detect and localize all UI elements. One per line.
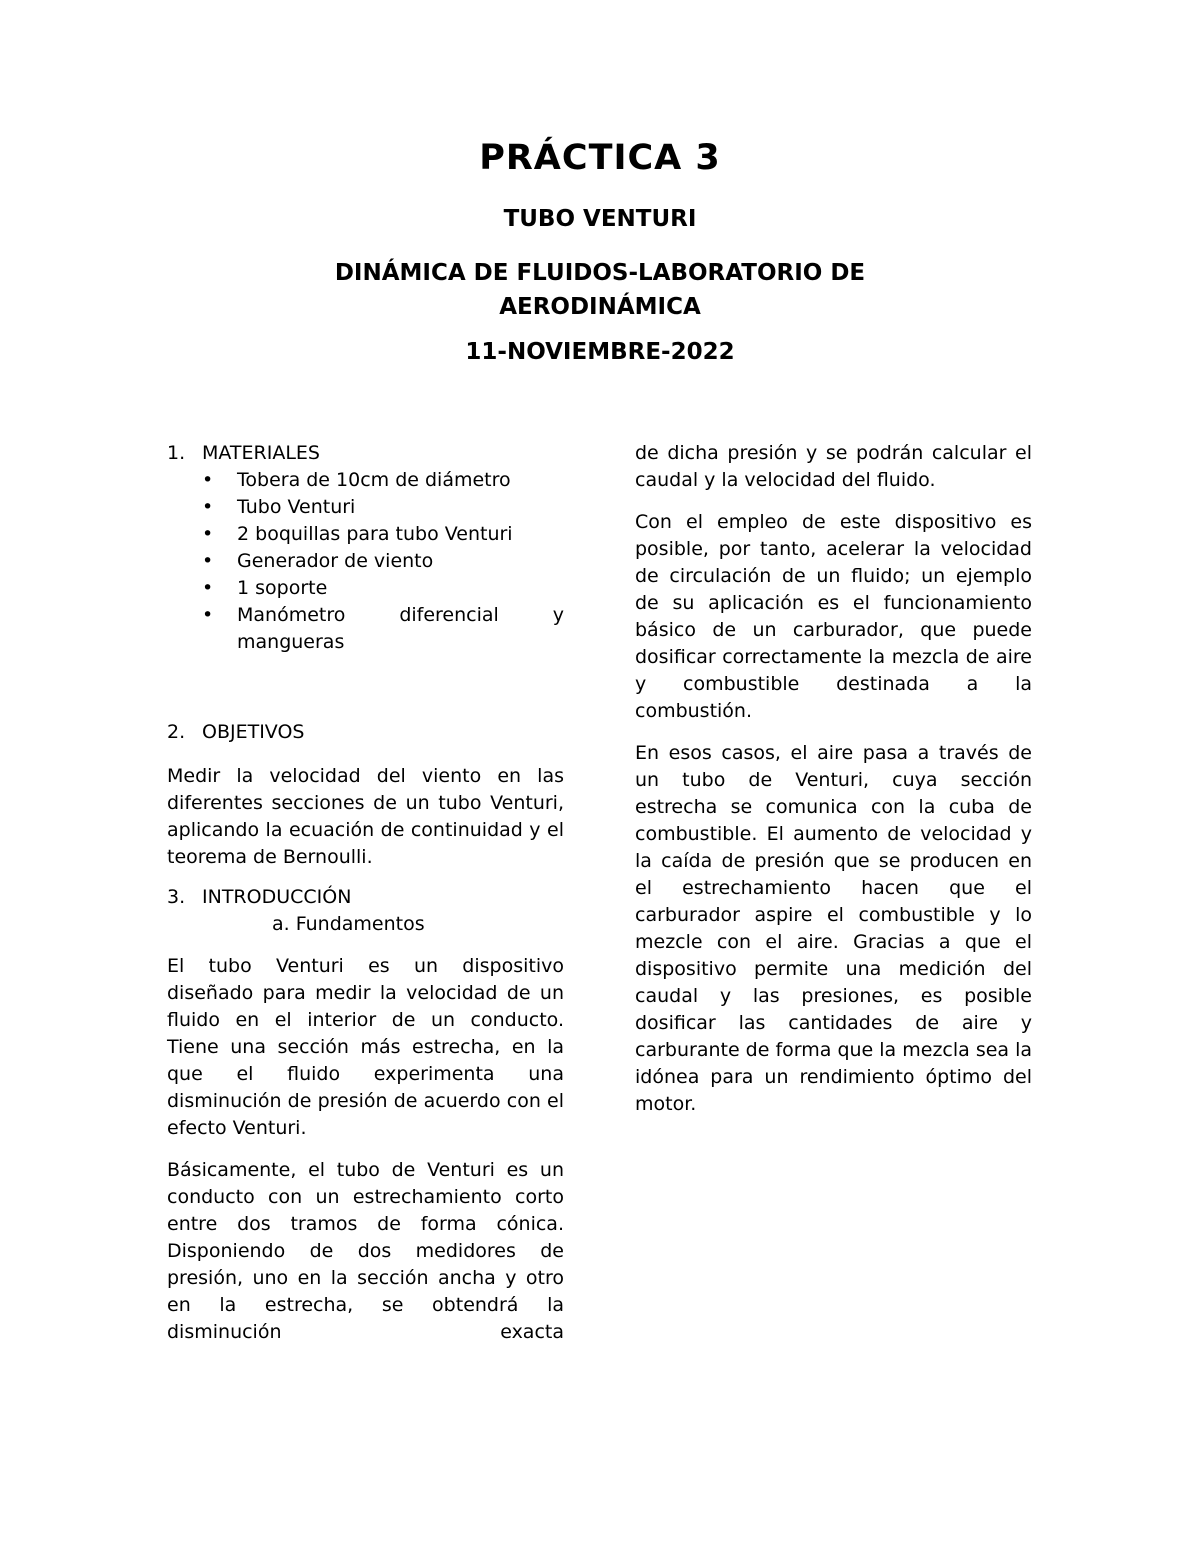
intro-paragraph-2-start: Básicamente, el tubo de Venturi es un conducto con un estrechamiento corto entre dos tramos de forma cónica. Disponiendo de dos medidores de presión, uno en la sección ancha y otro en la estrecha, se obtendrá la disminución exacta — [167, 1159, 564, 1343]
list-item: • Tubo Venturi — [167, 494, 564, 521]
course-line-1: DINÁMICA DE FLUIDOS-LABORATORIO DE — [334, 260, 866, 286]
page-title: PRÁCTICA 3 — [479, 138, 721, 178]
objetivos-paragraph: Medir la velocidad del viento en las diferentes secciones de un tubo Venturi, aplicando la ecuación de continuidad y el teorema de Bernoulli. — [167, 765, 564, 868]
fundamentos-number: a. — [272, 913, 290, 935]
introduccion-heading-text: INTRODUCCIÓN — [202, 886, 352, 908]
right-column — [635, 440, 1032, 1118]
materiales-heading-text: MATERIALES — [202, 442, 320, 464]
intro-paragraph-1: El tubo Venturi es un dispositivo diseñado para medir la velocidad de un fluido en el interior de un conducto. Tiene una sección más estrecha, en la que el fluido experimenta una disminución de presión de acuerdo con el efecto Venturi. — [167, 955, 564, 1139]
list-item: • Manómetro diferencial y mangueras — [167, 602, 564, 656]
list-item: • 2 boquillas para tubo Venturi — [167, 521, 564, 548]
intro-paragraph-4: En esos casos, el aire pasa a través de un tubo de Venturi, cuya sección estrecha se comunica con la cuba de combustible. El aumento de velocidad y la caída de presión que se producen en el estrechamiento hacen que el carburador aspire el combustible y lo mezcle con el aire. Gracias a que el dispositivo permite una medición del caudal y las presiones, es posible dosificar las cantidades de aire y carburante de forma que la mezcla sea la idónea para un rendimiento óptimo del motor. — [635, 742, 1033, 1115]
course-line-2: AERODINÁMICA — [499, 294, 701, 320]
left-column — [167, 440, 564, 1346]
objetivos-heading-text: OBJETIVOS — [202, 721, 305, 743]
intro-paragraph-2-end: de dicha presión y se podrán calcular el caudal y la velocidad del fluido. — [635, 442, 1032, 491]
introduccion-heading — [167, 884, 564, 911]
materiales-list — [167, 467, 564, 656]
objetivos-number: 2. — [167, 721, 186, 743]
materiales-heading — [167, 440, 564, 467]
list-item: • Tobera de 10cm de diámetro — [167, 467, 564, 494]
intro-paragraph-3: Con el empleo de este dispositivo es posible, por tanto, acelerar la velocidad de circulación de un fluido; un ejemplo de su aplicación es el funcionamiento básico de un carburador, que puede dosificar correctamente la mezcla de aire y combustible destinada a la combustión. — [635, 511, 1032, 722]
list-item: • 1 soporte — [167, 575, 564, 602]
practice-date: 11-NOVIEMBRE-2022 — [465, 339, 735, 365]
course-name — [0, 256, 1200, 324]
materiales-number: 1. — [167, 442, 186, 464]
fundamentos-subheading — [167, 911, 564, 938]
fundamentos-text: Fundamentos — [295, 913, 425, 935]
page-subtitle: TUBO VENTURI — [503, 206, 697, 232]
list-item: • Generador de viento — [167, 548, 564, 575]
introduccion-number: 3. — [167, 886, 186, 908]
objetivos-heading — [167, 719, 564, 746]
